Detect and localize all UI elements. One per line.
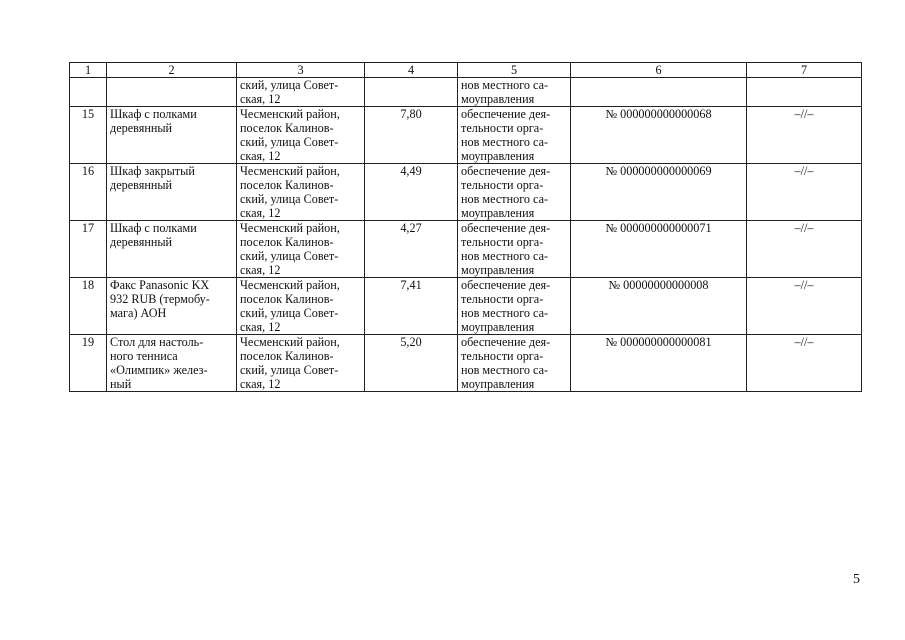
inventory-number-cell [571,78,747,107]
item-address-line: Чесменский район, [240,164,340,178]
item-name-line: Шкаф закрытый [110,164,195,178]
row-number-cell [70,221,107,278]
row-number-cell [70,78,107,107]
table-row [70,221,862,278]
row-number: 19 [81,335,95,349]
item-name-line: Шкаф с полками [110,221,197,235]
item-note-cell [747,78,862,107]
item-value-cell [365,107,458,164]
item-address-line: поселок Калинов- [240,235,334,249]
item-address-line: ская, 12 [240,206,281,220]
item-name-cell [107,78,237,107]
column-number-1: 1 [70,63,107,78]
item-name-line: деревянный [110,121,173,135]
item-name-line: «Олимпик» желез- [110,363,208,377]
item-value: 4,27 [400,221,422,235]
property-table [69,62,862,392]
item-purpose-line: моуправления [461,206,535,220]
item-name-line: ный [110,377,132,391]
column-number-4: 4 [365,63,458,78]
column-number-6: 6 [571,63,747,78]
item-value: 4,49 [400,164,422,178]
item-address-line: Чесменский район, [240,278,340,292]
item-name-line: деревянный [110,235,173,249]
item-name-cell [107,335,237,392]
item-purpose-line: нов местного са- [461,249,549,263]
item-note: –//– [794,164,814,178]
item-purpose-line: нов местного са- [461,363,549,377]
item-name-line: 932 RUB (термобу- [110,292,210,306]
item-note: –//– [794,335,814,349]
inventory-number-cell [571,164,747,221]
column-number-5: 5 [458,63,571,78]
page-number: 5 [853,572,860,587]
inventory-number: № 00000000000008 [608,278,709,292]
column-number-3: 3 [237,63,365,78]
item-note: –//– [794,221,814,235]
item-address-cell [237,278,365,335]
item-name-line: Факс Panasonic KX [110,278,210,292]
item-value-cell [365,221,458,278]
inventory-number-cell [571,221,747,278]
item-note: –//– [794,107,814,121]
item-purpose-line: нов местного са- [461,135,549,149]
inventory-number-cell [571,278,747,335]
column-number-row [70,63,862,78]
item-purpose-cell [458,164,571,221]
table-row [70,164,862,221]
item-purpose-line: нов местного са- [461,192,549,206]
item-value-cell [365,78,458,107]
item-purpose-line: моуправления [461,92,535,106]
item-address-line: ская, 12 [240,320,281,334]
row-number: 17 [81,221,95,235]
item-address-line: поселок Калинов- [240,121,334,135]
item-address-line: поселок Калинов- [240,349,334,363]
item-address-line: ский, улица Совет- [240,306,339,320]
item-name-line: мага) АОН [110,306,167,320]
item-value: 7,41 [400,278,422,292]
item-purpose-line: моуправления [461,263,535,277]
row-number: 16 [81,164,95,178]
item-address-cell [237,335,365,392]
item-address-line: ский, улица Совет- [240,192,339,206]
row-number: 18 [81,278,95,292]
table-row [70,78,862,107]
item-purpose-line: обеспечение дея- [461,221,551,235]
item-purpose-line: нов местного са- [461,306,549,320]
item-address-line: ский, улица Совет- [240,78,339,92]
item-value-cell [365,278,458,335]
item-address-line: ский, улица Совет- [240,363,339,377]
item-address-line: ская, 12 [240,149,281,163]
item-purpose-cell [458,335,571,392]
table-row [70,107,862,164]
inventory-number-cell [571,107,747,164]
item-address-line: поселок Калинов- [240,178,334,192]
item-name-line: Стол для настоль- [110,335,204,349]
item-address-line: ская, 12 [240,377,281,391]
item-value-cell [365,164,458,221]
item-address-line: Чесменский район, [240,335,340,349]
inventory-number: № 000000000000071 [605,221,712,235]
item-purpose-line: тельности орга- [461,121,544,135]
inventory-number: № 000000000000081 [605,335,712,349]
item-purpose-line: нов местного са- [461,78,549,92]
row-number-cell [70,278,107,335]
item-value: 7,80 [400,107,422,121]
row-number-cell [70,335,107,392]
item-address-line: ский, улица Совет- [240,135,339,149]
item-address-line: ский, улица Совет- [240,249,339,263]
item-address-cell [237,221,365,278]
item-name-line: ного тенниса [110,349,178,363]
item-address-line: ская, 12 [240,263,281,277]
inventory-number: № 000000000000068 [605,107,712,121]
item-note: –//– [794,278,814,292]
table-row [70,335,862,392]
item-purpose-line: тельности орга- [461,349,544,363]
item-name-cell [107,107,237,164]
item-purpose-cell [458,221,571,278]
item-address-line: поселок Калинов- [240,292,334,306]
item-address-cell [237,164,365,221]
row-number: 15 [81,107,95,121]
item-purpose-line: моуправления [461,320,535,334]
item-purpose-line: моуправления [461,377,535,391]
item-address-cell [237,78,365,107]
inventory-number-cell [571,335,747,392]
item-name-cell [107,221,237,278]
item-note-cell [747,278,862,335]
column-number-7: 7 [747,63,862,78]
item-value: 5,20 [400,335,422,349]
table-row [70,278,862,335]
item-purpose-cell [458,107,571,164]
item-name-line: деревянный [110,178,173,192]
row-number-cell [70,164,107,221]
item-address-line: Чесменский район, [240,221,340,235]
item-purpose-cell [458,78,571,107]
item-name-line: Шкаф с полками [110,107,197,121]
item-purpose-line: тельности орга- [461,235,544,249]
table-body [70,78,862,392]
item-purpose-line: тельности орга- [461,292,544,306]
item-note-cell [747,335,862,392]
item-address-line: Чесменский район, [240,107,340,121]
item-purpose-line: обеспечение дея- [461,164,551,178]
item-purpose-line: тельности орга- [461,178,544,192]
inventory-number: № 000000000000069 [605,164,712,178]
item-purpose-cell [458,278,571,335]
column-number-2: 2 [107,63,237,78]
item-value-cell [365,335,458,392]
item-purpose-line: моуправления [461,149,535,163]
item-name-cell [107,164,237,221]
item-purpose-line: обеспечение дея- [461,335,551,349]
item-note-cell [747,164,862,221]
item-address-line: ская, 12 [240,92,281,106]
item-purpose-line: обеспечение дея- [461,278,551,292]
item-note-cell [747,107,862,164]
item-address-cell [237,107,365,164]
item-note-cell [747,221,862,278]
item-purpose-line: обеспечение дея- [461,107,551,121]
row-number-cell [70,107,107,164]
item-name-cell [107,278,237,335]
